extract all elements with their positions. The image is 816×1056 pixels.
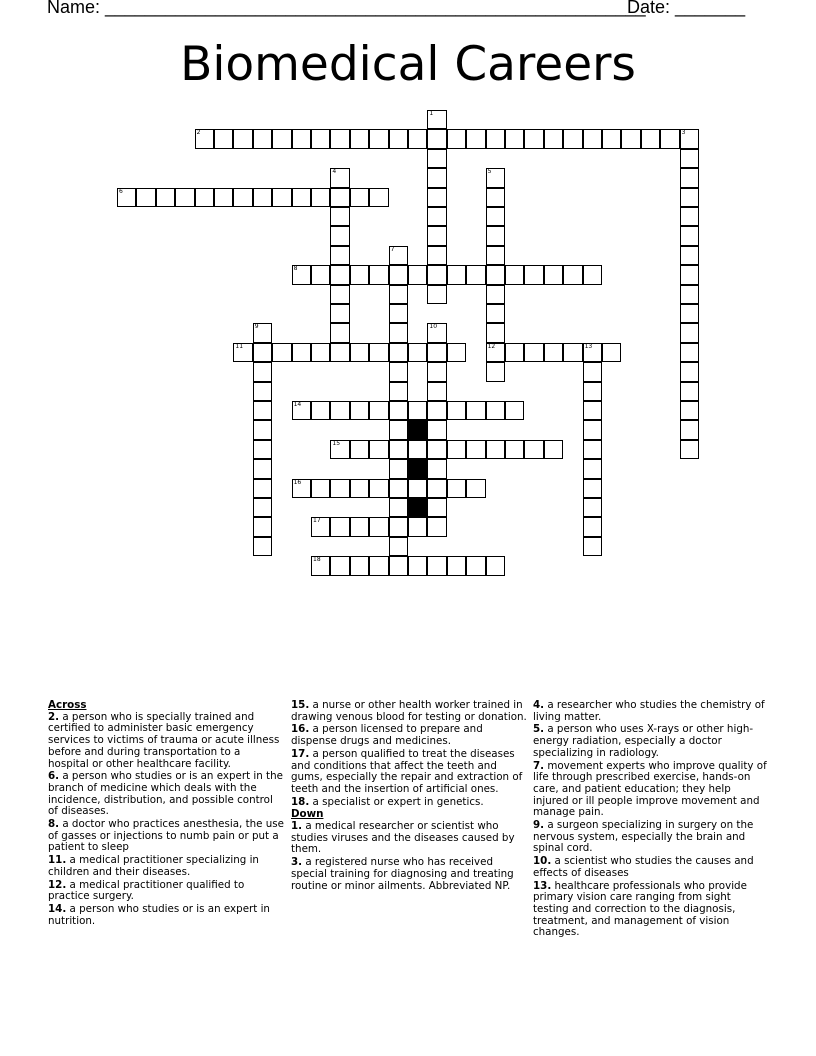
clue-item-number: 12. bbox=[48, 878, 67, 891]
across-heading: Across bbox=[48, 699, 87, 711]
clue-number: 9 bbox=[254, 323, 259, 331]
grid-cell[interactable] bbox=[330, 129, 349, 148]
grid-cell[interactable] bbox=[583, 362, 602, 381]
grid-cell[interactable] bbox=[389, 285, 408, 304]
grid-cell[interactable] bbox=[447, 265, 466, 284]
grid-cell[interactable] bbox=[486, 556, 505, 575]
grid-cell[interactable] bbox=[486, 168, 505, 187]
grid-cell[interactable] bbox=[680, 207, 699, 226]
grid-cell[interactable] bbox=[389, 479, 408, 498]
grid-cell[interactable] bbox=[427, 149, 446, 168]
clues-column-2 bbox=[291, 700, 527, 893]
grid-cell[interactable] bbox=[563, 129, 582, 148]
grid-cell[interactable] bbox=[466, 440, 485, 459]
grid-cell[interactable] bbox=[330, 343, 349, 362]
grid-cell[interactable] bbox=[427, 343, 446, 362]
grid-cell[interactable] bbox=[427, 420, 446, 439]
grid-cell[interactable] bbox=[505, 440, 524, 459]
grid-cell[interactable] bbox=[583, 265, 602, 284]
grid-cell[interactable] bbox=[330, 517, 349, 536]
grid-cell[interactable] bbox=[427, 110, 446, 129]
grid-cell[interactable] bbox=[330, 285, 349, 304]
grid-cell[interactable] bbox=[544, 129, 563, 148]
clue-item-text: a nurse or other health worker trained in drawing venous blood for testing or donation. bbox=[291, 699, 527, 723]
grid-cell[interactable] bbox=[408, 440, 427, 459]
grid-cell[interactable] bbox=[680, 168, 699, 187]
clue-item-number: 9. bbox=[533, 819, 545, 832]
grid-cell[interactable] bbox=[311, 401, 330, 420]
clue-item-number: 11. bbox=[48, 854, 67, 867]
grid-cell[interactable] bbox=[253, 343, 272, 362]
grid-cell[interactable] bbox=[253, 188, 272, 207]
page-title: Biomedical Careers bbox=[180, 37, 636, 92]
clue-item-text: a person qualified to treat the diseases and conditions that affect the teeth and gums, especially the repair and extraction of teeth and the insertion of artificial ones. bbox=[291, 747, 523, 795]
grid-cell[interactable] bbox=[330, 246, 349, 265]
grid-cell[interactable] bbox=[563, 343, 582, 362]
clue-item-text: a specialist or expert in genetics. bbox=[309, 795, 484, 808]
grid-cell[interactable] bbox=[602, 129, 621, 148]
clue-item-text: a person who uses X-rays or other high-energy radiation, especially a doctor specializing in radiology. bbox=[533, 723, 754, 759]
grid-cell[interactable] bbox=[350, 265, 369, 284]
grid-cell[interactable] bbox=[505, 265, 524, 284]
grid-cell[interactable] bbox=[253, 420, 272, 439]
clue-item bbox=[291, 797, 527, 809]
clue-item bbox=[533, 761, 769, 820]
grid-cell[interactable] bbox=[408, 479, 427, 498]
grid-cell[interactable] bbox=[583, 537, 602, 556]
grid-cell[interactable] bbox=[447, 440, 466, 459]
grid-cell[interactable] bbox=[583, 459, 602, 478]
black-square bbox=[408, 498, 427, 517]
grid-cell[interactable] bbox=[505, 401, 524, 420]
grid-cell[interactable] bbox=[583, 479, 602, 498]
grid-cell[interactable] bbox=[292, 343, 311, 362]
grid-cell[interactable] bbox=[350, 517, 369, 536]
clue-item bbox=[48, 819, 284, 854]
clue-item-number: 16. bbox=[291, 723, 310, 736]
grid-cell[interactable] bbox=[369, 401, 388, 420]
clue-item-text: a medical practitioner qualified to practice surgery. bbox=[48, 878, 245, 903]
grid-cell[interactable] bbox=[311, 556, 330, 575]
clue-number: 14 bbox=[293, 401, 302, 408]
grid-cell[interactable] bbox=[680, 188, 699, 207]
grid-cell[interactable] bbox=[427, 188, 446, 207]
grid-cell[interactable] bbox=[427, 382, 446, 401]
grid-cell[interactable] bbox=[233, 343, 252, 362]
clue-item bbox=[48, 712, 284, 771]
grid-cell[interactable] bbox=[330, 440, 349, 459]
grid-cell[interactable] bbox=[660, 129, 679, 148]
clue-item-text: a surgeon specializing in surgery on the nervous system, especially the brain and spinal cord. bbox=[533, 819, 754, 855]
grid-cell[interactable] bbox=[389, 537, 408, 556]
grid-cell[interactable] bbox=[447, 401, 466, 420]
grid-cell[interactable] bbox=[466, 479, 485, 498]
grid-cell[interactable] bbox=[350, 479, 369, 498]
grid-cell[interactable] bbox=[427, 168, 446, 187]
grid-cell[interactable] bbox=[680, 265, 699, 284]
grid-cell[interactable] bbox=[311, 343, 330, 362]
grid-cell[interactable] bbox=[680, 420, 699, 439]
clue-item-text: a medical researcher or scientist who studies viruses and the diseases caused by them. bbox=[291, 820, 515, 856]
clue-item bbox=[291, 821, 527, 856]
clue-number: 3 bbox=[681, 129, 686, 137]
grid-cell[interactable] bbox=[466, 556, 485, 575]
grid-cell[interactable] bbox=[544, 343, 563, 362]
grid-cell[interactable] bbox=[680, 440, 699, 459]
clue-item-number: 10. bbox=[533, 855, 552, 868]
clue-item-number: 17. bbox=[291, 747, 310, 760]
grid-cell[interactable] bbox=[253, 537, 272, 556]
grid-cell[interactable] bbox=[311, 265, 330, 284]
grid-cell[interactable] bbox=[311, 129, 330, 148]
clue-item-text: movement experts who improve quality of life through prescribed exercise, hands-on care, and patient education; they help injured or ill people improve movement and manage pain. bbox=[533, 759, 767, 819]
grid-cell[interactable] bbox=[311, 188, 330, 207]
grid-cell[interactable] bbox=[389, 401, 408, 420]
clue-item bbox=[48, 880, 284, 903]
grid-cell[interactable] bbox=[408, 401, 427, 420]
clue-number: 12 bbox=[487, 342, 496, 350]
grid-cell[interactable] bbox=[427, 556, 446, 575]
clue-item-number: 8. bbox=[48, 818, 60, 831]
grid-cell[interactable] bbox=[524, 440, 543, 459]
grid-cell[interactable] bbox=[486, 226, 505, 245]
grid-cell[interactable] bbox=[583, 420, 602, 439]
grid-cell[interactable] bbox=[369, 440, 388, 459]
grid-cell[interactable] bbox=[408, 517, 427, 536]
grid-cell[interactable] bbox=[389, 265, 408, 284]
grid-cell[interactable] bbox=[583, 517, 602, 536]
grid-cell[interactable] bbox=[486, 343, 505, 362]
grid-cell[interactable] bbox=[583, 498, 602, 517]
grid-cell[interactable] bbox=[369, 343, 388, 362]
clue-number: 15 bbox=[332, 439, 341, 447]
grid-cell[interactable] bbox=[680, 362, 699, 381]
clue-item-text: a medical practitioner specializing in children and their diseases. bbox=[48, 854, 259, 878]
grid-cell[interactable] bbox=[389, 440, 408, 459]
grid-cell[interactable] bbox=[117, 188, 136, 207]
clue-number: 11 bbox=[235, 342, 244, 350]
grid-cell[interactable] bbox=[389, 323, 408, 342]
grid-cell[interactable] bbox=[311, 517, 330, 536]
grid-cell[interactable] bbox=[175, 188, 194, 207]
clue-item bbox=[533, 881, 769, 940]
grid-cell[interactable] bbox=[330, 556, 349, 575]
grid-cell[interactable] bbox=[330, 401, 349, 420]
clue-item-text: a researcher who studies the chemistry of living matter. bbox=[533, 699, 765, 723]
grid-cell[interactable] bbox=[350, 129, 369, 148]
clue-number: 17 bbox=[313, 517, 321, 525]
grid-cell[interactable] bbox=[253, 129, 272, 148]
grid-cell[interactable] bbox=[466, 401, 485, 420]
grid-cell[interactable] bbox=[602, 343, 621, 362]
grid-cell[interactable] bbox=[408, 265, 427, 284]
grid-cell[interactable] bbox=[583, 440, 602, 459]
grid-cell[interactable] bbox=[389, 362, 408, 381]
clue-item-number: 2. bbox=[48, 710, 60, 723]
clue-item-number: 3. bbox=[291, 856, 303, 869]
grid-cell[interactable] bbox=[350, 440, 369, 459]
grid-cell[interactable] bbox=[680, 401, 699, 420]
grid-cell[interactable] bbox=[583, 129, 602, 148]
clue-number: 8 bbox=[293, 265, 298, 273]
clue-number: 16 bbox=[293, 478, 302, 486]
clue-item-number: 18. bbox=[291, 795, 310, 808]
grid-cell[interactable] bbox=[486, 440, 505, 459]
grid-cell[interactable] bbox=[466, 129, 485, 148]
date-field: Date: _______ bbox=[627, 0, 746, 17]
grid-cell[interactable] bbox=[292, 265, 311, 284]
grid-cell[interactable] bbox=[292, 479, 311, 498]
clue-item-number: 4. bbox=[533, 699, 545, 711]
grid-cell[interactable] bbox=[311, 479, 330, 498]
grid-cell[interactable] bbox=[272, 343, 291, 362]
grid-cell[interactable] bbox=[253, 323, 272, 342]
grid-cell[interactable] bbox=[136, 188, 155, 207]
grid-cell[interactable] bbox=[680, 246, 699, 265]
clue-item-number: 7. bbox=[533, 759, 545, 772]
grid-cell[interactable] bbox=[389, 517, 408, 536]
grid-cell[interactable] bbox=[214, 188, 233, 207]
grid-cell[interactable] bbox=[486, 188, 505, 207]
grid-cell[interactable] bbox=[389, 420, 408, 439]
grid-cell[interactable] bbox=[253, 498, 272, 517]
grid-cell[interactable] bbox=[233, 129, 252, 148]
grid-cell[interactable] bbox=[486, 323, 505, 342]
grid-cell[interactable] bbox=[292, 129, 311, 148]
grid-cell[interactable] bbox=[427, 246, 446, 265]
grid-cell[interactable] bbox=[680, 304, 699, 323]
grid-cell[interactable] bbox=[524, 265, 543, 284]
clue-item-number: 1. bbox=[291, 820, 303, 833]
grid-cell[interactable] bbox=[330, 265, 349, 284]
grid-cell[interactable] bbox=[447, 129, 466, 148]
clue-item bbox=[291, 700, 527, 723]
grid-cell[interactable] bbox=[330, 304, 349, 323]
grid-cell[interactable] bbox=[350, 401, 369, 420]
grid-cell[interactable] bbox=[680, 285, 699, 304]
grid-cell[interactable] bbox=[583, 343, 602, 362]
clue-number: 13 bbox=[584, 342, 593, 350]
clue-number: 4 bbox=[332, 168, 337, 176]
grid-cell[interactable] bbox=[292, 188, 311, 207]
grid-cell[interactable] bbox=[253, 401, 272, 420]
grid-cell[interactable] bbox=[427, 401, 446, 420]
grid-cell[interactable] bbox=[369, 517, 388, 536]
clue-number: 7 bbox=[390, 245, 395, 253]
grid-cell[interactable] bbox=[621, 129, 640, 148]
grid-cell[interactable] bbox=[447, 556, 466, 575]
grid-cell[interactable] bbox=[253, 517, 272, 536]
grid-cell[interactable] bbox=[466, 265, 485, 284]
grid-cell[interactable] bbox=[583, 382, 602, 401]
grid-cell[interactable] bbox=[427, 498, 446, 517]
black-square bbox=[408, 420, 427, 439]
grid-cell[interactable] bbox=[427, 226, 446, 245]
clue-item-number: 5. bbox=[533, 723, 545, 736]
clue-number: 5 bbox=[487, 168, 492, 176]
grid-cell[interactable] bbox=[486, 285, 505, 304]
clue-item-number: 14. bbox=[48, 902, 67, 915]
grid-cell[interactable] bbox=[680, 382, 699, 401]
clue-item bbox=[533, 724, 769, 759]
clue-number: 10 bbox=[429, 323, 438, 331]
grid-cell[interactable] bbox=[408, 556, 427, 575]
grid-cell[interactable] bbox=[253, 362, 272, 381]
grid-cell[interactable] bbox=[330, 188, 349, 207]
grid-cell[interactable] bbox=[272, 129, 291, 148]
grid-cell[interactable] bbox=[427, 517, 446, 536]
grid-cell[interactable] bbox=[427, 285, 446, 304]
grid-cell[interactable] bbox=[408, 343, 427, 362]
grid-cell[interactable] bbox=[486, 362, 505, 381]
down-heading: Down bbox=[291, 808, 324, 821]
clue-item bbox=[533, 700, 769, 723]
clue-item bbox=[291, 857, 527, 892]
grid-cell[interactable] bbox=[486, 401, 505, 420]
clue-item-text: healthcare professionals who provide primary vision care ranging from sight testing and correction to the diagnosis, treatment, and management of vision changes. bbox=[533, 879, 747, 939]
clue-number: 18 bbox=[313, 556, 321, 564]
grid-cell[interactable] bbox=[427, 265, 446, 284]
grid-cell[interactable] bbox=[253, 459, 272, 478]
grid-cell[interactable] bbox=[486, 207, 505, 226]
grid-cell[interactable] bbox=[350, 556, 369, 575]
grid-cell[interactable] bbox=[486, 304, 505, 323]
grid-cell[interactable] bbox=[447, 479, 466, 498]
grid-cell[interactable] bbox=[330, 207, 349, 226]
clue-item-number: 15. bbox=[291, 699, 310, 711]
grid-cell[interactable] bbox=[680, 323, 699, 342]
grid-cell[interactable] bbox=[214, 129, 233, 148]
grid-cell[interactable] bbox=[427, 323, 446, 342]
grid-cell[interactable] bbox=[389, 129, 408, 148]
grid-cell[interactable] bbox=[350, 343, 369, 362]
clue-item bbox=[533, 856, 769, 879]
grid-cell[interactable] bbox=[447, 343, 466, 362]
grid-cell[interactable] bbox=[427, 129, 446, 148]
grid-cell[interactable] bbox=[544, 265, 563, 284]
grid-cell[interactable] bbox=[156, 188, 175, 207]
name-field: Name: ______________________________________________________ bbox=[47, 0, 646, 17]
grid-cell[interactable] bbox=[544, 440, 563, 459]
clue-number: 6 bbox=[119, 187, 123, 195]
grid-cell[interactable] bbox=[427, 362, 446, 381]
grid-cell[interactable] bbox=[583, 401, 602, 420]
grid-cell[interactable] bbox=[272, 188, 291, 207]
grid-cell[interactable] bbox=[505, 129, 524, 148]
grid-cell[interactable] bbox=[389, 498, 408, 517]
clue-number: 2 bbox=[196, 129, 201, 137]
grid-cell[interactable] bbox=[330, 323, 349, 342]
grid-cell[interactable] bbox=[524, 343, 543, 362]
grid-cell[interactable] bbox=[253, 382, 272, 401]
grid-cell[interactable] bbox=[350, 188, 369, 207]
clue-item bbox=[291, 749, 527, 796]
clue-item bbox=[48, 855, 284, 878]
clue-item-text: a person who is specially trained and certified to administer basic emergency services to victims of trauma or acute illness before and during transportation to a hospital or other healthcare facility. bbox=[48, 710, 280, 770]
grid-cell[interactable] bbox=[195, 188, 214, 207]
grid-cell[interactable] bbox=[330, 226, 349, 245]
grid-cell[interactable] bbox=[680, 149, 699, 168]
grid-cell[interactable] bbox=[389, 382, 408, 401]
clues-column-1 bbox=[48, 700, 284, 928]
grid-cell[interactable] bbox=[369, 129, 388, 148]
grid-cell[interactable] bbox=[680, 343, 699, 362]
grid-cell[interactable] bbox=[330, 479, 349, 498]
grid-cell[interactable] bbox=[427, 440, 446, 459]
grid-cell[interactable] bbox=[524, 129, 543, 148]
grid-cell[interactable] bbox=[389, 459, 408, 478]
grid-cell[interactable] bbox=[292, 401, 311, 420]
grid-cell[interactable] bbox=[233, 188, 252, 207]
clue-item-text: a person who studies or is an expert in nutrition. bbox=[48, 902, 270, 927]
grid-cell[interactable] bbox=[369, 479, 388, 498]
grid-cell[interactable] bbox=[253, 479, 272, 498]
grid-cell[interactable] bbox=[486, 265, 505, 284]
clue-number: 1 bbox=[429, 110, 434, 117]
grid-cell[interactable] bbox=[389, 246, 408, 265]
clue-item-text: a person who studies or is an expert in the branch of medicine which deals with the incidence, distribution, and possible control of diseases. bbox=[48, 770, 283, 818]
grid-cell[interactable] bbox=[408, 129, 427, 148]
grid-cell[interactable] bbox=[641, 129, 660, 148]
clue-item-text: a registered nurse who has received special training for diagnosing and treating routine or minor ailments. Abbreviated NP. bbox=[291, 856, 514, 892]
clue-item bbox=[48, 904, 284, 927]
black-square bbox=[408, 459, 427, 478]
clue-item bbox=[291, 724, 527, 747]
clue-item bbox=[533, 820, 769, 855]
clue-item-text: a doctor who practices anesthesia, the use of gasses or injections to numb pain or put a patient to sleep bbox=[48, 818, 284, 854]
grid-cell[interactable] bbox=[680, 226, 699, 245]
grid-cell[interactable] bbox=[195, 129, 214, 148]
grid-cell[interactable] bbox=[389, 343, 408, 362]
clue-item-number: 13. bbox=[533, 879, 552, 892]
grid-cell[interactable] bbox=[253, 440, 272, 459]
clues-column-3 bbox=[533, 700, 769, 940]
grid-cell[interactable] bbox=[389, 556, 408, 575]
grid-cell[interactable] bbox=[505, 343, 524, 362]
grid-cell[interactable] bbox=[369, 188, 388, 207]
grid-cell[interactable] bbox=[680, 129, 699, 148]
clue-item bbox=[48, 771, 284, 818]
grid-cell[interactable] bbox=[427, 479, 446, 498]
clue-item-text: a person licensed to prepare and dispense drugs and medicines. bbox=[291, 723, 483, 748]
clue-item-number: 6. bbox=[48, 770, 60, 783]
grid-cell[interactable] bbox=[486, 129, 505, 148]
grid-cell[interactable] bbox=[486, 246, 505, 265]
grid-cell[interactable] bbox=[369, 265, 388, 284]
grid-cell[interactable] bbox=[389, 304, 408, 323]
grid-cell[interactable] bbox=[369, 556, 388, 575]
clue-item-text: a scientist who studies the causes and effects of diseases bbox=[533, 855, 754, 879]
grid-cell[interactable] bbox=[427, 207, 446, 226]
grid-cell[interactable] bbox=[563, 265, 582, 284]
grid-cell[interactable] bbox=[330, 168, 349, 187]
grid-cell[interactable] bbox=[427, 459, 446, 478]
